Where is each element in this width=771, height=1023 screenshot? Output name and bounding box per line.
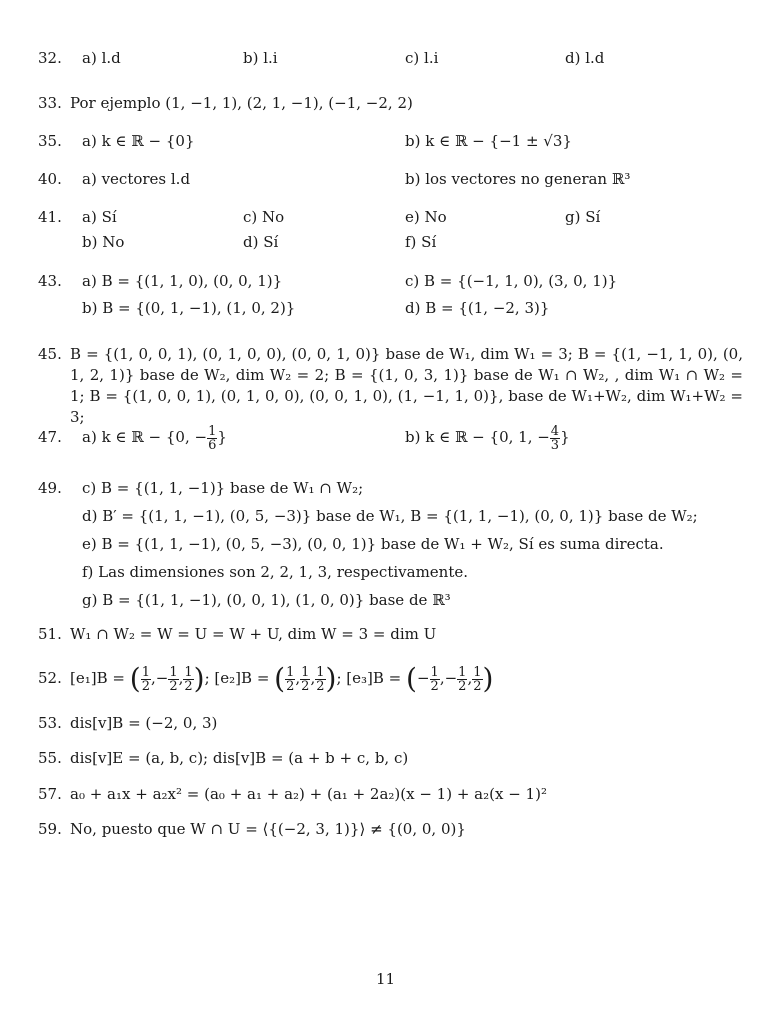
left-paren: ( xyxy=(406,662,417,695)
answer-a: a) l.d xyxy=(82,49,121,67)
answer-c: c) B = {(1, 1, −1)} base de W₁ ∩ W₂; xyxy=(82,479,364,497)
fraction xyxy=(183,666,193,693)
problem-number: 57. xyxy=(38,785,62,803)
answer-text: B = {(1, 0, 0, 1), (0, 1, 0, 0), (0, 0, 1, 0)} base de W₁, dim W₁ = 3; B = {(1, −1, 1, 0), (0, 1, 2, 1)} base de W₂, dim W₂ = 2; B = {(1, 0, 3, 1)} base de W₁ ∩ W₂, , dim W₁ ∩ W₂ = 1; B = {(1, 0, 0, 1), (0, 1, 0, 0), (0, 0, 1, 0), (1, −1, 1, 0)}, base de W₁+W₂, dim W₁+W₂ = 3; xyxy=(70,345,743,426)
answer-d: d) l.d xyxy=(565,49,605,67)
fraction xyxy=(168,666,178,693)
comma: , xyxy=(178,669,184,687)
answer-f: f) Las dimensiones son 2, 2, 1, 3, respectivamente. xyxy=(82,563,469,581)
numerator: 1 xyxy=(301,664,310,680)
answer-a: a) k ∈ ℝ − {0} xyxy=(82,132,195,150)
fraction xyxy=(285,666,295,693)
numerator: 4 xyxy=(550,423,560,439)
fraction xyxy=(315,666,325,693)
problem-number: 47. xyxy=(38,428,62,446)
denominator: 2 xyxy=(301,678,310,694)
fraction xyxy=(550,425,560,452)
minus-sign: − xyxy=(155,669,169,687)
fraction xyxy=(141,666,151,693)
right-paren: ) xyxy=(482,662,494,695)
answer-a-prefix: a) k ∈ ℝ − {0, − xyxy=(82,428,208,446)
answer-b: b) B = {(0, 1, −1), (1, 0, 2)} xyxy=(82,299,296,317)
answer-a-suffix: } xyxy=(217,428,227,446)
numerator: 1 xyxy=(458,664,467,680)
denominator: 2 xyxy=(458,678,467,694)
answer-c: c) l.i xyxy=(405,49,439,67)
comma: , xyxy=(310,669,316,687)
comma: , xyxy=(467,669,473,687)
denominator: 6 xyxy=(208,437,217,453)
fraction xyxy=(457,666,467,693)
left-paren: ( xyxy=(129,662,141,695)
answer-b xyxy=(405,417,570,457)
comma: , xyxy=(439,669,445,687)
problem-number: 35. xyxy=(38,132,62,150)
answer-b: b) los vectores no generan ℝ³ xyxy=(405,170,631,188)
answer-f: f) Sí xyxy=(405,233,437,251)
answer-b: b) k ∈ ℝ − {−1 ± √3} xyxy=(405,132,572,150)
answer-a: a) Sí xyxy=(82,208,117,226)
numerator: 1 xyxy=(473,664,482,680)
problem-number: 32. xyxy=(38,49,62,67)
answer-a: a) vectores l.d xyxy=(82,170,191,188)
numerator: 1 xyxy=(141,664,150,680)
answer-e: e) No xyxy=(405,208,447,226)
answer-text: dis[v]E = (a, b, c); dis[v]B = (a + b + c, b, c) xyxy=(70,749,409,767)
problem-number: 40. xyxy=(38,170,62,188)
minus-sign: − xyxy=(416,669,430,687)
numerator: 1 xyxy=(316,664,325,680)
answer-c: c) No xyxy=(243,208,285,226)
answer-text: W₁ ∩ W₂ = W = U = W + U, dim W = 3 = dim U xyxy=(70,625,437,643)
numerator: 1 xyxy=(169,664,178,680)
e2-label: ; [e₂]B = xyxy=(204,669,270,687)
answer-g: g) Sí xyxy=(565,208,601,226)
answer-d: d) B′ = {(1, 1, −1), (0, 5, −3)} base de W₁, B = {(1, 1, −1), (0, 0, 1)} base de W₂; xyxy=(82,507,698,525)
fraction xyxy=(300,666,310,693)
numerator: 1 xyxy=(208,423,217,439)
problem-number: 52. xyxy=(38,669,62,687)
denominator: 2 xyxy=(430,678,439,694)
denominator: 2 xyxy=(316,678,325,694)
denominator: 2 xyxy=(169,678,178,694)
answer-e: e) B = {(1, 1, −1), (0, 5, −3), (0, 0, 1)} base de W₁ + W₂, Sí es suma directa. xyxy=(82,535,664,553)
comma: , xyxy=(150,669,156,687)
page-number: 11 xyxy=(375,970,396,988)
problem-number: 55. xyxy=(38,749,62,767)
e3-label: ; [e₃]B = xyxy=(336,669,402,687)
problem-number: 53. xyxy=(38,714,62,732)
coordinate-vectors xyxy=(70,655,493,702)
answer-text: Por ejemplo (1, −1, 1), (2, 1, −1), (−1, −2, 2) xyxy=(70,94,413,112)
answer-d: d) B = {(1, −2, 3)} xyxy=(405,299,550,317)
answer-d: d) Sí xyxy=(243,233,279,251)
denominator: 2 xyxy=(184,678,193,694)
numerator: 1 xyxy=(184,664,193,680)
problem-number: 33. xyxy=(38,94,62,112)
answer-a: a) B = {(1, 1, 0), (0, 0, 1)} xyxy=(82,272,283,290)
problem-number: 43. xyxy=(38,272,62,290)
left-paren: ( xyxy=(274,662,286,695)
answer-c: c) B = {(−1, 1, 0), (3, 0, 1)} xyxy=(405,272,618,290)
problem-number: 59. xyxy=(38,820,62,838)
fraction xyxy=(472,666,482,693)
answer-text: a₀ + a₁x + a₂x² = (a₀ + a₁ + a₂) + (a₁ + 2a₂)(x − 1) + a₂(x − 1)² xyxy=(70,785,547,803)
answer-b-prefix: b) k ∈ ℝ − {0, 1, − xyxy=(405,428,550,446)
problem-number: 51. xyxy=(38,625,62,643)
right-paren: ) xyxy=(193,662,205,695)
e1-label: [e₁]B = xyxy=(70,669,125,687)
answer-b: b) No xyxy=(82,233,125,251)
denominator: 2 xyxy=(141,678,150,694)
fraction xyxy=(430,666,440,693)
problem-number: 41. xyxy=(38,208,62,226)
fraction xyxy=(207,425,217,452)
answer-g: g) B = {(1, 1, −1), (0, 0, 1), (1, 0, 0)} base de ℝ³ xyxy=(82,591,451,609)
answer-b-suffix: } xyxy=(560,428,570,446)
answer-text: No, puesto que W ∩ U = ⟨{(−2, 3, 1)}⟩ ≠ {(0, 0, 0)} xyxy=(70,820,466,838)
numerator: 1 xyxy=(430,664,439,680)
answer-text: dis[v]B = (−2, 0, 3) xyxy=(70,714,218,732)
answer-b: b) l.i xyxy=(243,49,278,67)
answer-a xyxy=(82,417,227,457)
comma: , xyxy=(295,669,301,687)
problem-number: 45. xyxy=(38,345,62,363)
problem-number: 49. xyxy=(38,479,62,497)
denominator: 2 xyxy=(286,678,295,694)
denominator: 3 xyxy=(550,437,560,453)
numerator: 1 xyxy=(286,664,295,680)
denominator: 2 xyxy=(473,678,482,694)
right-paren: ) xyxy=(325,662,337,695)
minus-sign: − xyxy=(444,669,458,687)
